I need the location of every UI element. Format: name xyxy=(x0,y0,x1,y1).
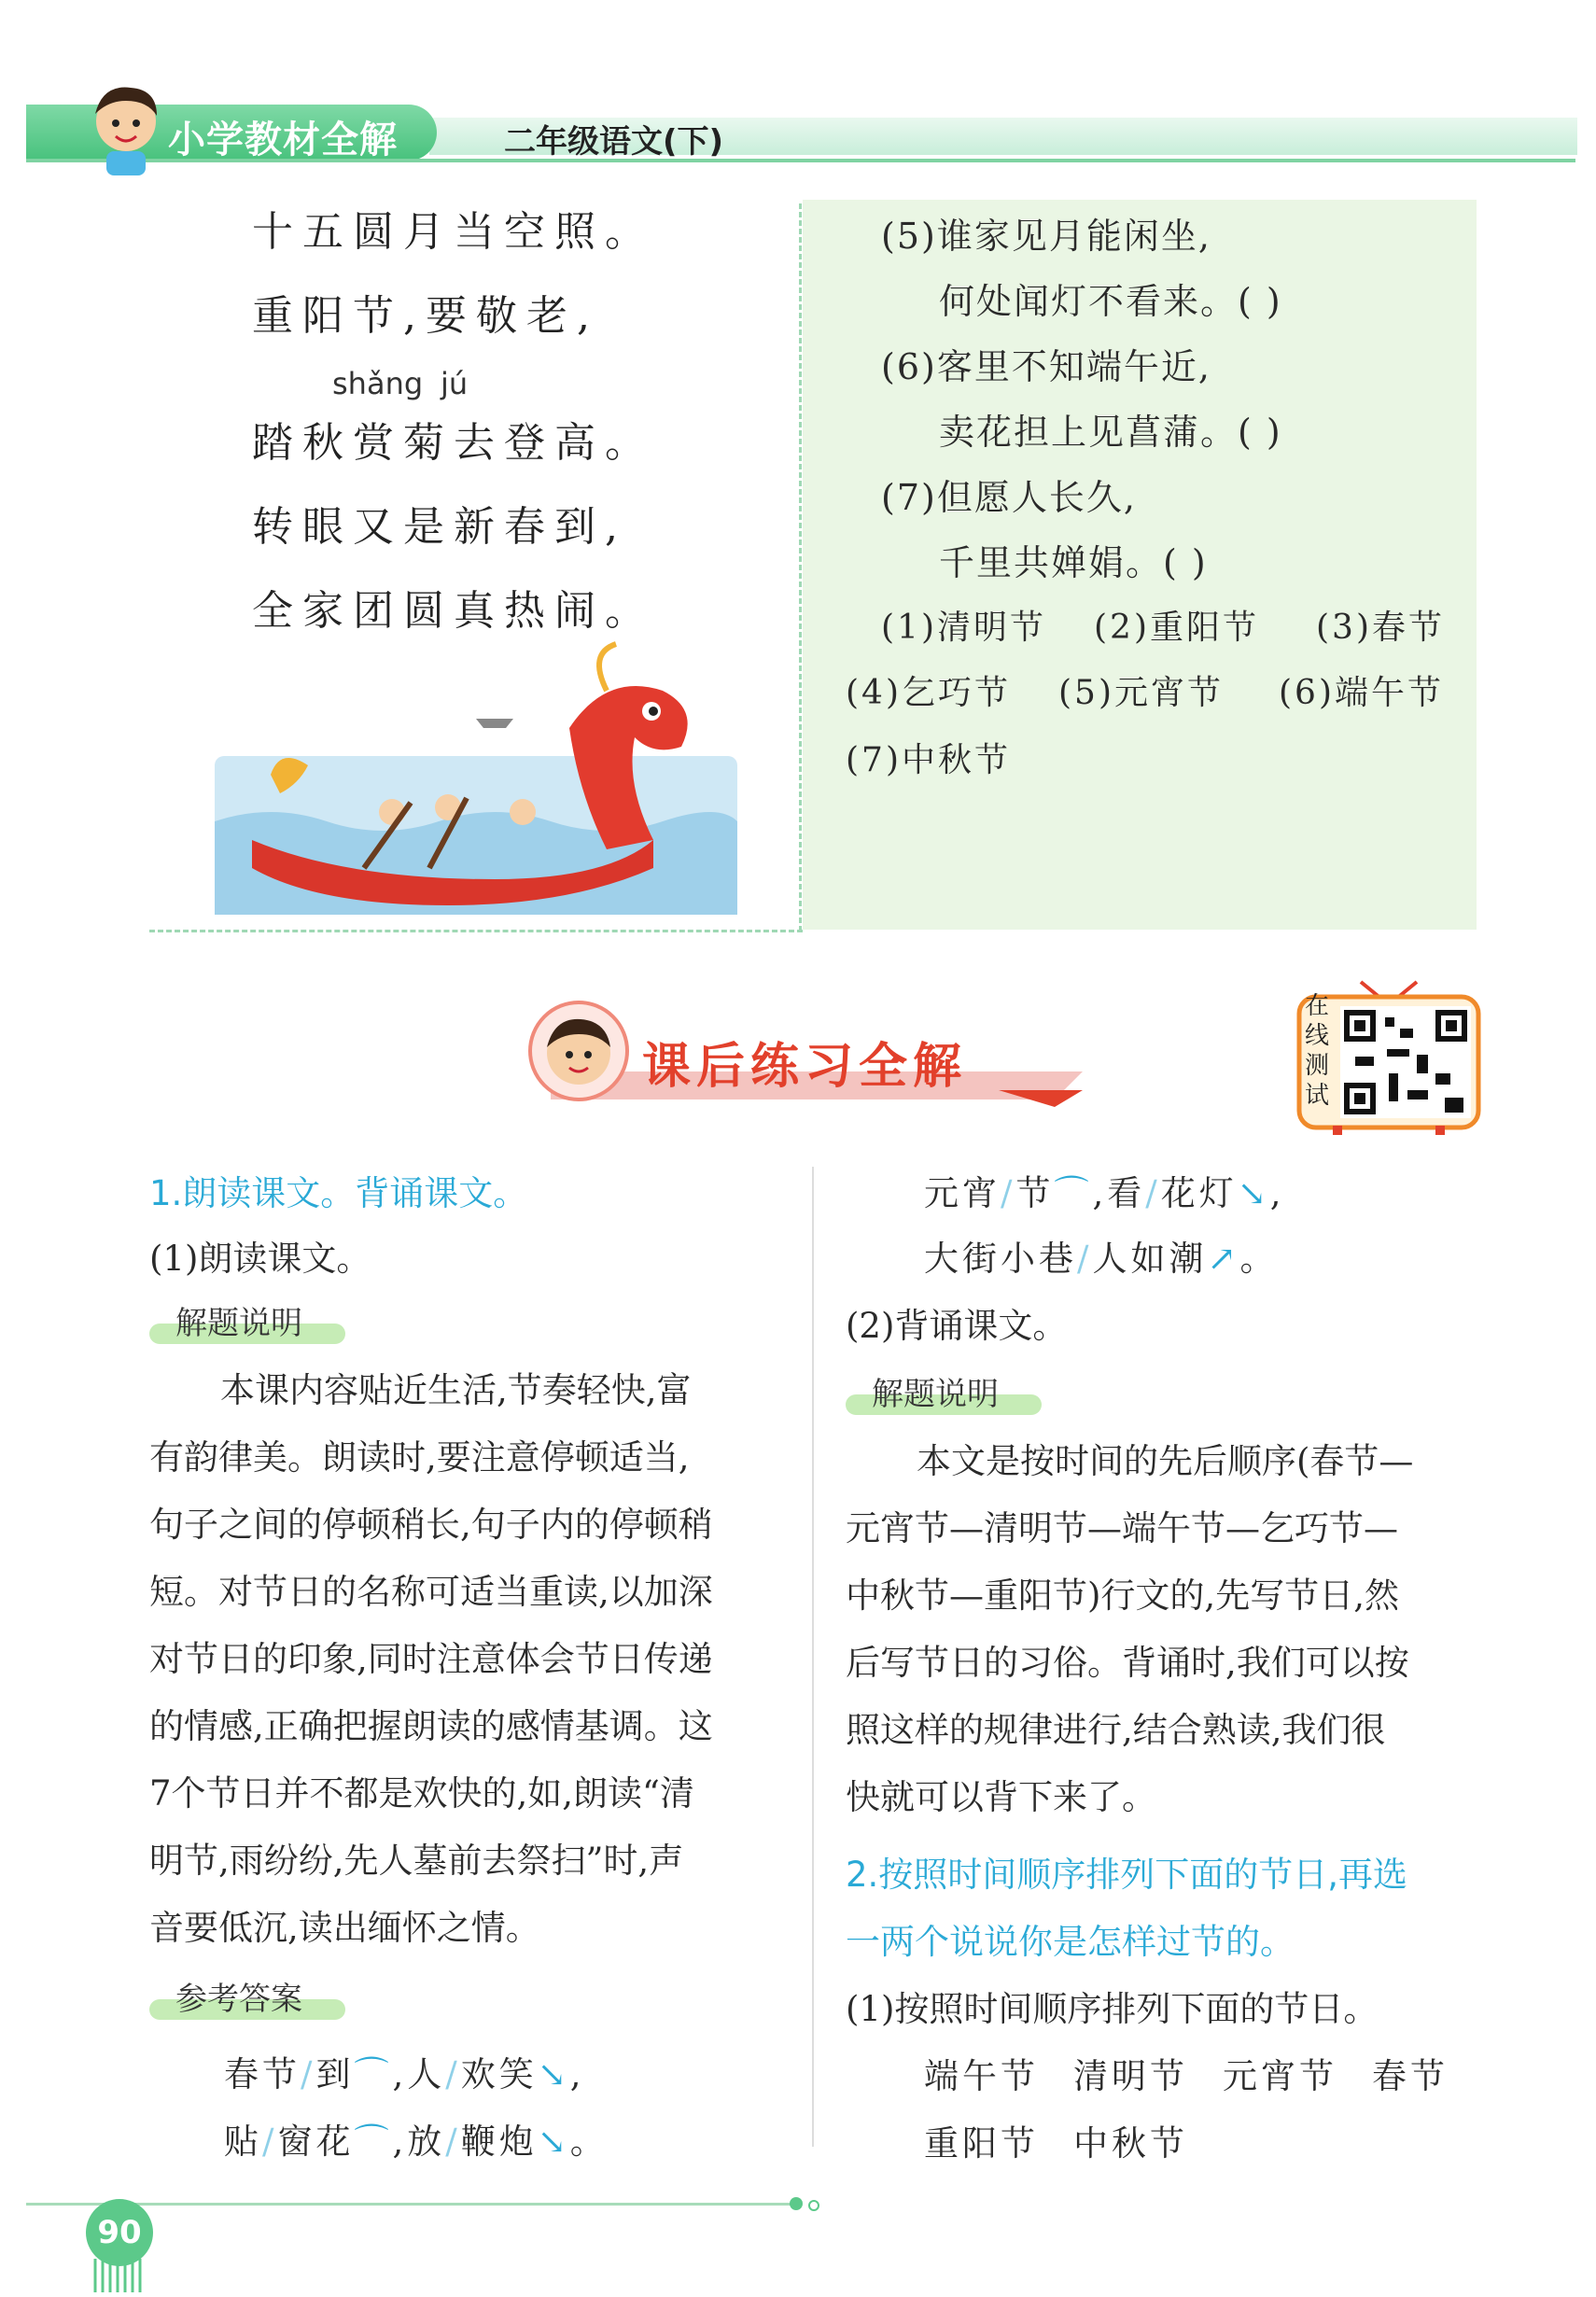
poem-bottom-border xyxy=(149,930,803,932)
section-title: 课后练习全解 xyxy=(642,1039,968,1095)
poem-line: 全家团圆真热闹。 xyxy=(252,587,655,635)
poem-line: 踏秋赏菊去登高。 xyxy=(252,419,655,467)
page-number: 90 xyxy=(86,2199,153,2266)
poem-line: 重阳节,要敬老, xyxy=(252,292,599,340)
festival-item: 中秋节 xyxy=(1073,2123,1188,2164)
footer-dot xyxy=(808,2200,819,2211)
festival-option: (1)清明节 xyxy=(881,609,1046,647)
footer-dot xyxy=(790,2197,803,2210)
festival-item: 端午节 xyxy=(924,2056,1039,2096)
question-line: 卖花担上见菖蒲。( ) xyxy=(939,412,1282,453)
book-title: 二年级语文(下) xyxy=(504,123,724,161)
page-grass-icon xyxy=(90,2259,149,2292)
sub-question: (1)朗读课文。 xyxy=(149,1239,371,1279)
explain-tag: 解题说明 xyxy=(175,1305,302,1342)
question-line: 何处闻灯不看来。( ) xyxy=(939,281,1282,322)
qr-label: 在 线 测 试 xyxy=(1305,992,1330,1110)
festival-item: 清明节 xyxy=(1073,2056,1188,2096)
column-divider xyxy=(812,1167,814,2147)
rhythm-line: 贴/窗花⌒,放/鞭炮↘。 xyxy=(224,2122,609,2162)
sub-question: (2)背诵课文。 xyxy=(846,1306,1068,1346)
festival-item: 春节 xyxy=(1372,2056,1449,2096)
festival-option: (6)端午节 xyxy=(1279,674,1444,712)
festival-option: (2)重阳节 xyxy=(1094,609,1259,647)
festival-option: (7)中秋节 xyxy=(846,741,1011,779)
festival-option: (5)元宵节 xyxy=(1058,674,1224,712)
question-line: (7)但愿人长久, xyxy=(881,477,1137,518)
rhythm-line: 春节/到⌒,人/欢笑↘, xyxy=(224,2054,585,2094)
question-line: (6)客里不知端午近, xyxy=(881,346,1211,387)
pinyin: shǎng xyxy=(332,366,424,401)
explain-paragraph: 本文是按时间的先后顺序(春节— 元宵节—清明节—端午节—乞巧节— 中秋节—重阳节)行文的,先写节日,然 后写节日的习俗。背诵时,我们可以按 照这样的规律进行,结合熟读,我们很 快就可以背下来了。 xyxy=(846,1441,1414,1817)
boy-mascot-icon xyxy=(75,77,177,179)
festival-item: 重阳节 xyxy=(924,2123,1039,2164)
dragon-boat-illustration xyxy=(215,635,737,915)
answer-tag: 参考答案 xyxy=(175,1981,302,2018)
footer-line xyxy=(26,2203,791,2206)
question-heading: 一两个说说你是怎样过节的。 xyxy=(846,1922,1295,1962)
poem-divider xyxy=(799,203,802,931)
explain-paragraph: 本课内容贴近生活,节奏轻快,富 有韵律美。朗读时,要注意停顿适当, 句子之间的停顿稍长,句子内的停顿稍 短。对节日的名称可适当重读,以加深 对节日的印象,同时注意体会节日传递 的情感,正确把握朗读的感情基调。这 7个节日并不都是欢快的,如,朗读“清 明节,雨纷纷,先人墓前去祭扫”时,声 音要低沉,读出缅怀之情。 xyxy=(149,1370,713,1948)
question-heading: 1.朗读课文。背诵课文。 xyxy=(149,1173,528,1213)
explain-tag: 解题说明 xyxy=(872,1376,999,1413)
question-line: (5)谁家见月能闲坐, xyxy=(881,216,1211,257)
festival-item: 元宵节 xyxy=(1223,2056,1337,2096)
question-heading: 2.按照时间顺序排列下面的节日,再选 xyxy=(846,1855,1408,1895)
pinyin: jú xyxy=(441,366,469,401)
poem-line: 十五圆月当空照。 xyxy=(252,208,655,256)
rhythm-line: 元宵/节⌒,看/花灯↘, xyxy=(924,1173,1285,1213)
festival-option: (4)乞巧节 xyxy=(846,674,1011,712)
sub-question: (1)按照时间顺序排列下面的节日。 xyxy=(846,1989,1379,2029)
poem-line: 转眼又是新春到, xyxy=(252,503,627,551)
festival-option: (3)春节 xyxy=(1316,609,1445,647)
series-title: 小学教材全解 xyxy=(168,119,398,161)
question-line: 千里共婵娟。( ) xyxy=(939,542,1208,583)
rhythm-line: 大街小巷/人如潮↗。 xyxy=(924,1239,1279,1279)
